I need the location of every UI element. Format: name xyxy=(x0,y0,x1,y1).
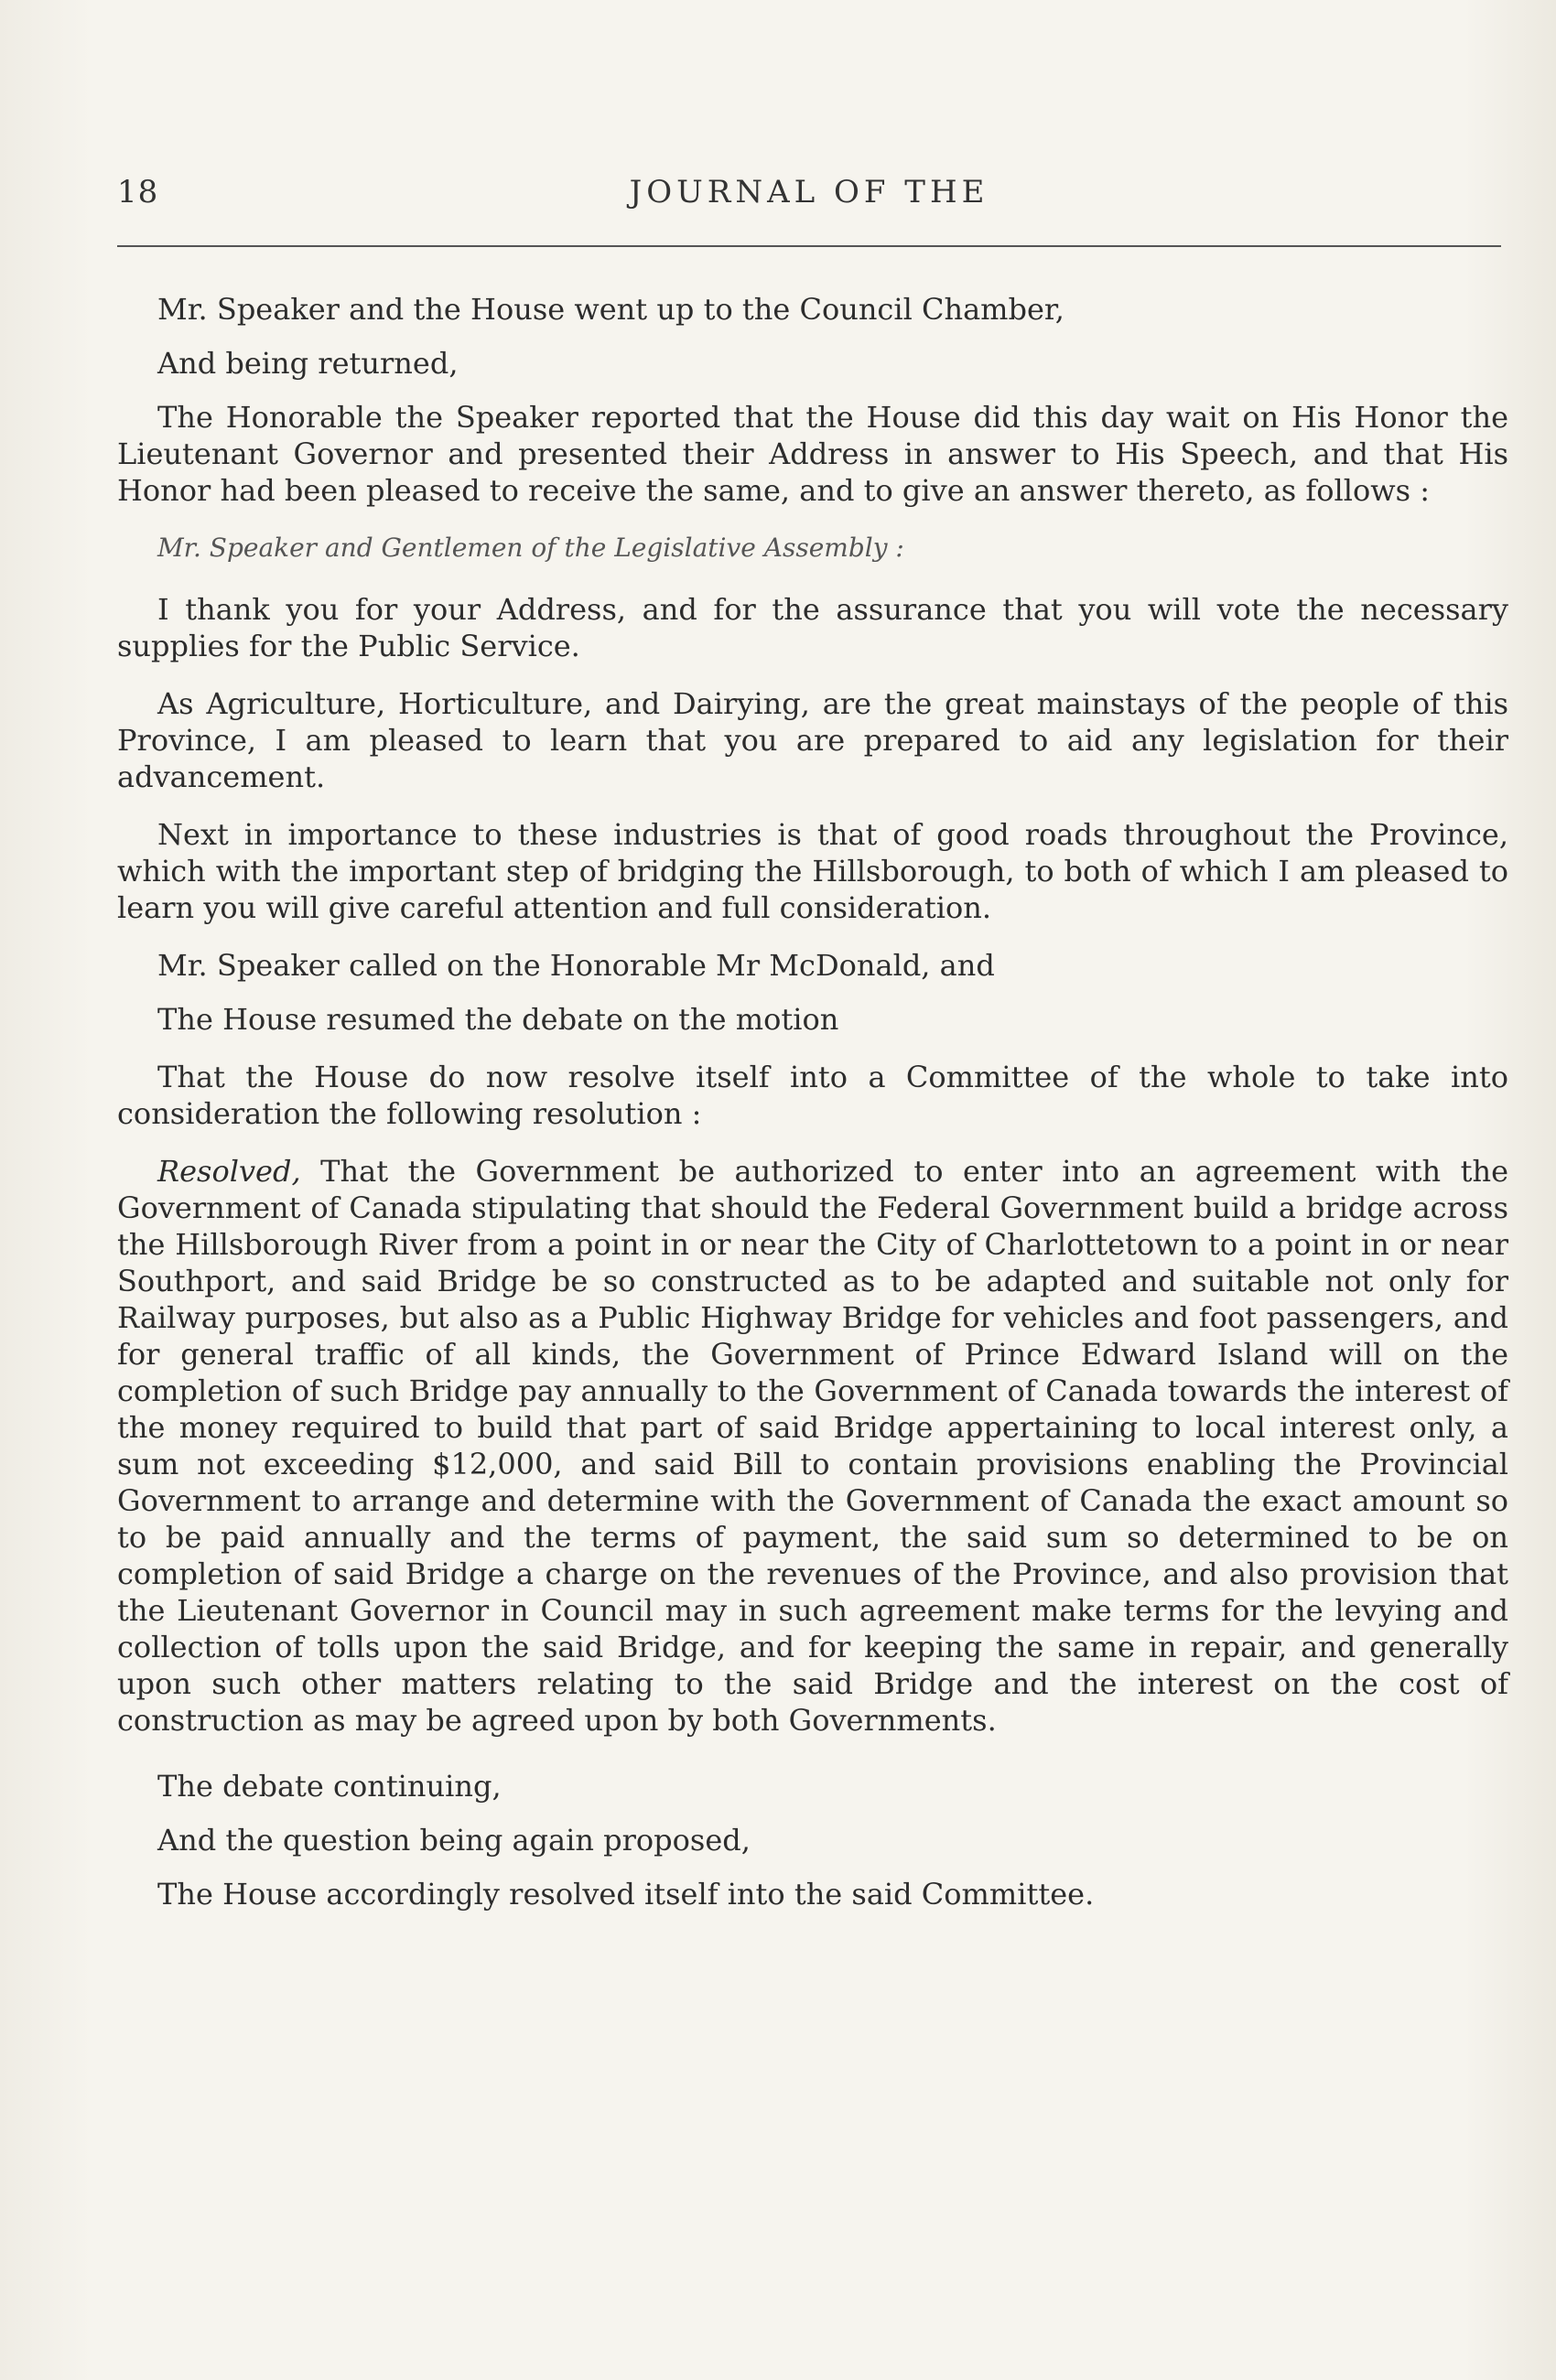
paragraph-resumed-debate: The House resumed the debate on the motion xyxy=(157,1002,839,1037)
page-body xyxy=(117,291,1508,1933)
address-heading: Mr. Speaker and Gentlemen of the Legislative Assembly : xyxy=(157,533,904,563)
page-header xyxy=(117,174,1501,229)
paragraph-thank-you: I thank you for your Address, and for the assurance that you will vote the necessary supplies for the Public Service. xyxy=(117,592,1508,663)
paragraph-debate-continuing: The debate continuing, xyxy=(157,1769,502,1804)
running-head: JOURNAL OF THE xyxy=(629,174,989,210)
paragraph-mcdonald: Mr. Speaker called on the Honorable Mr McDonald, and xyxy=(157,948,995,983)
paragraph-resolution xyxy=(117,1153,1508,1739)
paragraph-motion: That the House do now resolve itself into a Committee of the whole to take into consideration the following resolution : xyxy=(117,1060,1508,1131)
resolved-lead: Resolved, xyxy=(157,1154,301,1189)
paragraph-speaker-report: The Honorable the Speaker reported that the House did this day wait on His Honor the Lieutenant Governor and presented their Address in answer to His Speech, and that His Honor had been pleased to receive the same, and to give an answer thereto, as follows : xyxy=(117,400,1508,508)
paragraph-question-proposed: And the question being again proposed, xyxy=(157,1823,751,1858)
paragraph-being-returned: And being returned, xyxy=(157,346,459,381)
resolution-text: That the Government be authorized to enter into an agreement with the Government of Canada stipulating that should the Federal Government build a bridge across the Hillsborough River from a point in or near the City of Charlottetown to a point in or near Southport, and said Bridge be so constructed as to be adapted and suitable not only for Railway purposes, but also as a Public Highway Bridge for vehicles and foot passengers, and for general traffic of all kinds, the Government of Prince Edward Island will on the completion of such Bridge pay annually to the Government of Canada towards the interest of the money required to build that part of said Bridge appertaining to local interest only, a sum not exceeding $12,000, and said Bill to contain provisions enabling the Provincial Government to arrange and determine with the Government of Canada the exact amount so to be paid annually and the terms of payment, the said sum so determined to be on completion of said Bridge a charge on the revenues of the Province, and also provision that the Lieutenant Governor in Council may in such agreement make terms for the levying and collection of tolls upon the said Bridge, and for keeping the same in repair, and generally upon such other matters relating to the said Bridge and the interest on the cost of construction as may be agreed upon by both Governments. xyxy=(117,1154,1508,1738)
paragraph-committee: The House accordingly resolved itself into the said Committee. xyxy=(157,1877,1095,1912)
paragraph-council-chamber: Mr. Speaker and the House went up to the Council Chamber, xyxy=(157,292,1064,327)
header-rule xyxy=(117,245,1501,247)
paragraph-good-roads: Next in importance to these industries is that of good roads throughout the Province, which with the important step of bridging the Hillsborough, to both of which I am pleased to learn you will give careful attention and full consideration. xyxy=(117,817,1508,925)
paragraph-agriculture: As Agriculture, Horticulture, and Dairying, are the great mainstays of the people of this Province, I am pleased to learn that you are prepared to aid any legislation for their advancement. xyxy=(117,686,1508,794)
page-number: 18 xyxy=(117,174,159,210)
